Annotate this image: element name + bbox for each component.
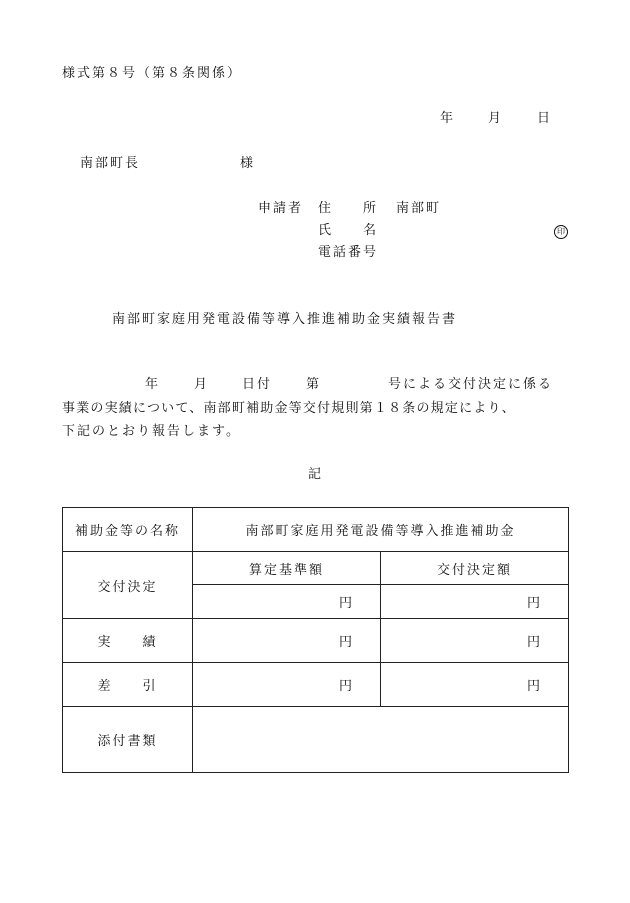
seal-icon: 印 — [554, 225, 568, 239]
attachments-cell[interactable] — [193, 707, 569, 773]
form-number: 様式第８号（第８条関係） — [62, 66, 243, 81]
decision-decided-amount-cell[interactable]: 円 — [381, 585, 569, 619]
body-day-suffix: 日付 — [242, 377, 273, 392]
difference-base-amount-cell[interactable]: 円 — [193, 663, 381, 707]
actual-decided-amount-cell[interactable]: 円 — [381, 619, 569, 663]
address-value: 南部町 — [396, 201, 442, 216]
difference-decided-amount-cell[interactable]: 円 — [381, 663, 569, 707]
date-year-label: 年 — [440, 111, 456, 126]
actual-base-amount-cell[interactable]: 円 — [193, 619, 381, 663]
subsidy-name-label: 補助金等の名称 — [63, 508, 193, 552]
name-label: 氏 名 — [318, 223, 379, 238]
body-line2: 事業の実績について、南部町補助金等交付規則第１８条の規定により、 — [62, 401, 516, 416]
decision-base-amount-cell[interactable]: 円 — [193, 585, 381, 619]
date-day-label: 日 — [537, 111, 553, 126]
row-subsidy-name — [63, 508, 569, 552]
document-title: 南部町家庭用発電設備等導入推進補助金実績報告書 — [112, 312, 458, 327]
address-label: 住 所 — [318, 201, 379, 216]
report-table — [62, 507, 569, 773]
phone-label: 電話番号 — [318, 245, 379, 260]
row-difference — [63, 663, 569, 707]
col-header-base-amount: 算定基準額 — [193, 552, 381, 585]
body-line3: 下記のとおり報告します。 — [62, 424, 241, 439]
row-actual — [63, 619, 569, 663]
body-line1-tail: 号による交付決定に係る — [388, 377, 554, 392]
date-month-label: 月 — [488, 111, 504, 126]
difference-label: 差 引 — [63, 663, 193, 707]
ki-heading: 記 — [308, 467, 324, 482]
addressee-name: 南部町長 — [80, 156, 141, 171]
body-month: 月 — [194, 377, 210, 392]
body-dai: 第 — [306, 377, 322, 392]
subsidy-name-value: 南部町家庭用発電設備等導入推進補助金 — [193, 508, 569, 552]
decision-label: 交付決定 — [63, 552, 193, 619]
addressee-honorific: 様 — [240, 156, 256, 171]
col-header-decision-amount: 交付決定額 — [381, 552, 569, 585]
row-decision-header — [63, 552, 569, 585]
row-attachments — [63, 707, 569, 773]
attachments-label: 添付書類 — [63, 707, 193, 773]
body-year: 年 — [145, 377, 161, 392]
actual-label: 実 績 — [63, 619, 193, 663]
applicant-label: 申請者 — [258, 201, 304, 216]
